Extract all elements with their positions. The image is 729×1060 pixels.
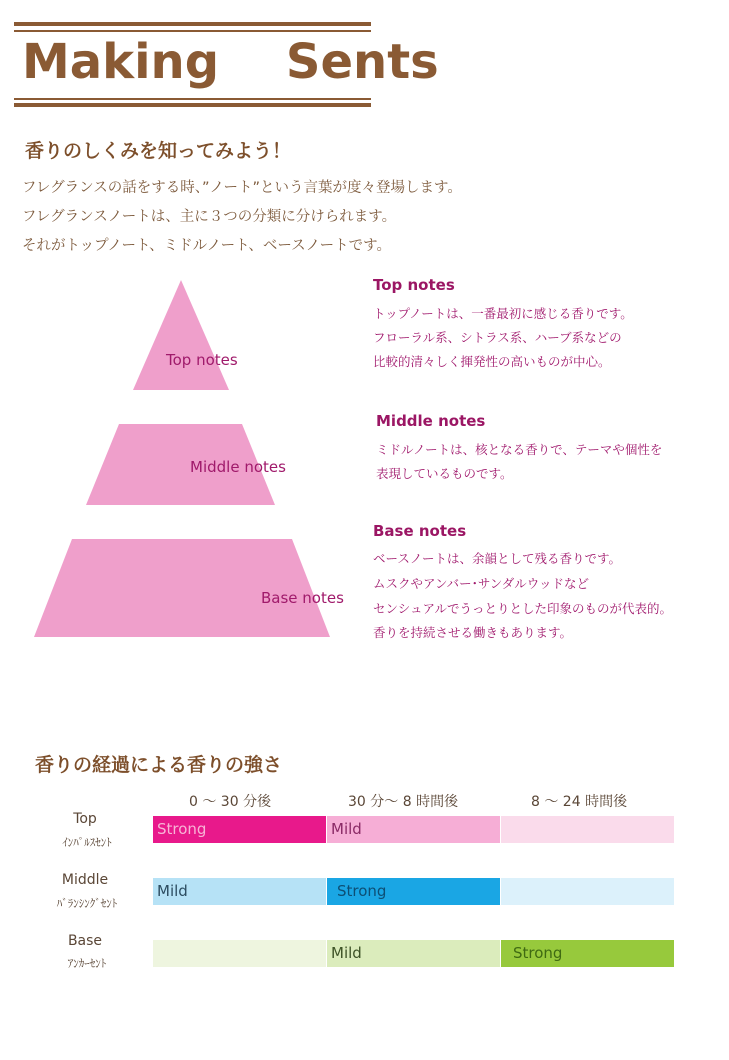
intensity-cell [327, 878, 500, 905]
middle-notes-title: Middle notes [376, 412, 486, 430]
intensity-label: Strong [337, 882, 387, 900]
intensity-cell [153, 816, 326, 843]
intensity-cell [153, 940, 326, 967]
column-header: 8 〜 24 時間後 [531, 794, 628, 810]
base-notes-title: Base notes [373, 522, 467, 540]
intensity-cell [501, 878, 674, 905]
intro-line: フレグランスノートは、主に３つの分類に分けられます。 [22, 209, 397, 225]
intensity-cell [327, 940, 500, 967]
top-notes-line: トップノートは、一番最初に感じる香りです。 [373, 306, 633, 321]
row-sublabel-base: ｱﾝｶｰｾﾝﾄ [67, 957, 107, 970]
column-header: 30 分〜 8 時間後 [348, 794, 459, 810]
row-label-middle: Middle [61, 872, 109, 888]
pyramid-label-top: Top notes [166, 351, 238, 369]
base-notes-line: センシュアルでうっとりとした印象のものが代表的。 [373, 601, 672, 616]
base-notes-line: ベースノートは、余韻として残る香りです。 [373, 551, 622, 566]
intensity-label: Strong [513, 944, 563, 962]
intensity-cell [153, 878, 326, 905]
intensity-label: Mild [157, 882, 188, 900]
row-label-top: Top [73, 811, 97, 827]
base-notes-line: ムスクやアンバー･サンダルウッドなど [373, 576, 590, 591]
intensity-label: Strong [157, 820, 207, 838]
top-notes-line: 比較的清々しく揮発性の高いものが中心。 [373, 354, 611, 369]
intensity-label: Mild [331, 944, 362, 962]
intensity-cell [501, 816, 674, 843]
middle-notes-line: ミドルノートは、核となる香りで、テーマや個性を [376, 442, 663, 457]
middle-notes-line: 表現しているものです。 [376, 466, 513, 481]
row-label-base: Base [67, 933, 103, 949]
pyramid-base-tier [34, 539, 330, 637]
base-notes-line: 香りを持続させる働きもあります。 [373, 625, 573, 640]
section-heading-structure: 香りのしくみを知ってみよう！ [25, 140, 292, 162]
top-notes-line: フローラル系、シトラス系、ハーブ系などの [373, 330, 622, 345]
page-title: Making Sents [22, 34, 439, 90]
intro-line: フレグランスの話をする時、”ノート”という言葉が度々登場します。 [22, 180, 462, 196]
intensity-cell [501, 940, 674, 967]
row-sublabel-top: ｲﾝﾊﾟﾙｽｾﾝﾄ [62, 836, 112, 849]
pyramid-label-middle: Middle notes [190, 458, 286, 476]
intensity-label: Mild [331, 820, 362, 838]
intro-line: それがトップノート、ミドルノート、ベースノートです。 [22, 238, 392, 254]
row-sublabel-middle: ﾊﾞﾗﾝｼﾝｸﾞｾﾝﾄ [56, 897, 118, 910]
section-heading-intensity: 香りの経過による香りの強さ [35, 754, 283, 776]
top-notes-title: Top notes [373, 276, 455, 294]
column-header: 0 〜 30 分後 [189, 794, 272, 810]
pyramid-label-base: Base notes [261, 589, 344, 607]
pyramid-top-tier [133, 280, 229, 390]
intensity-cell [327, 816, 500, 843]
